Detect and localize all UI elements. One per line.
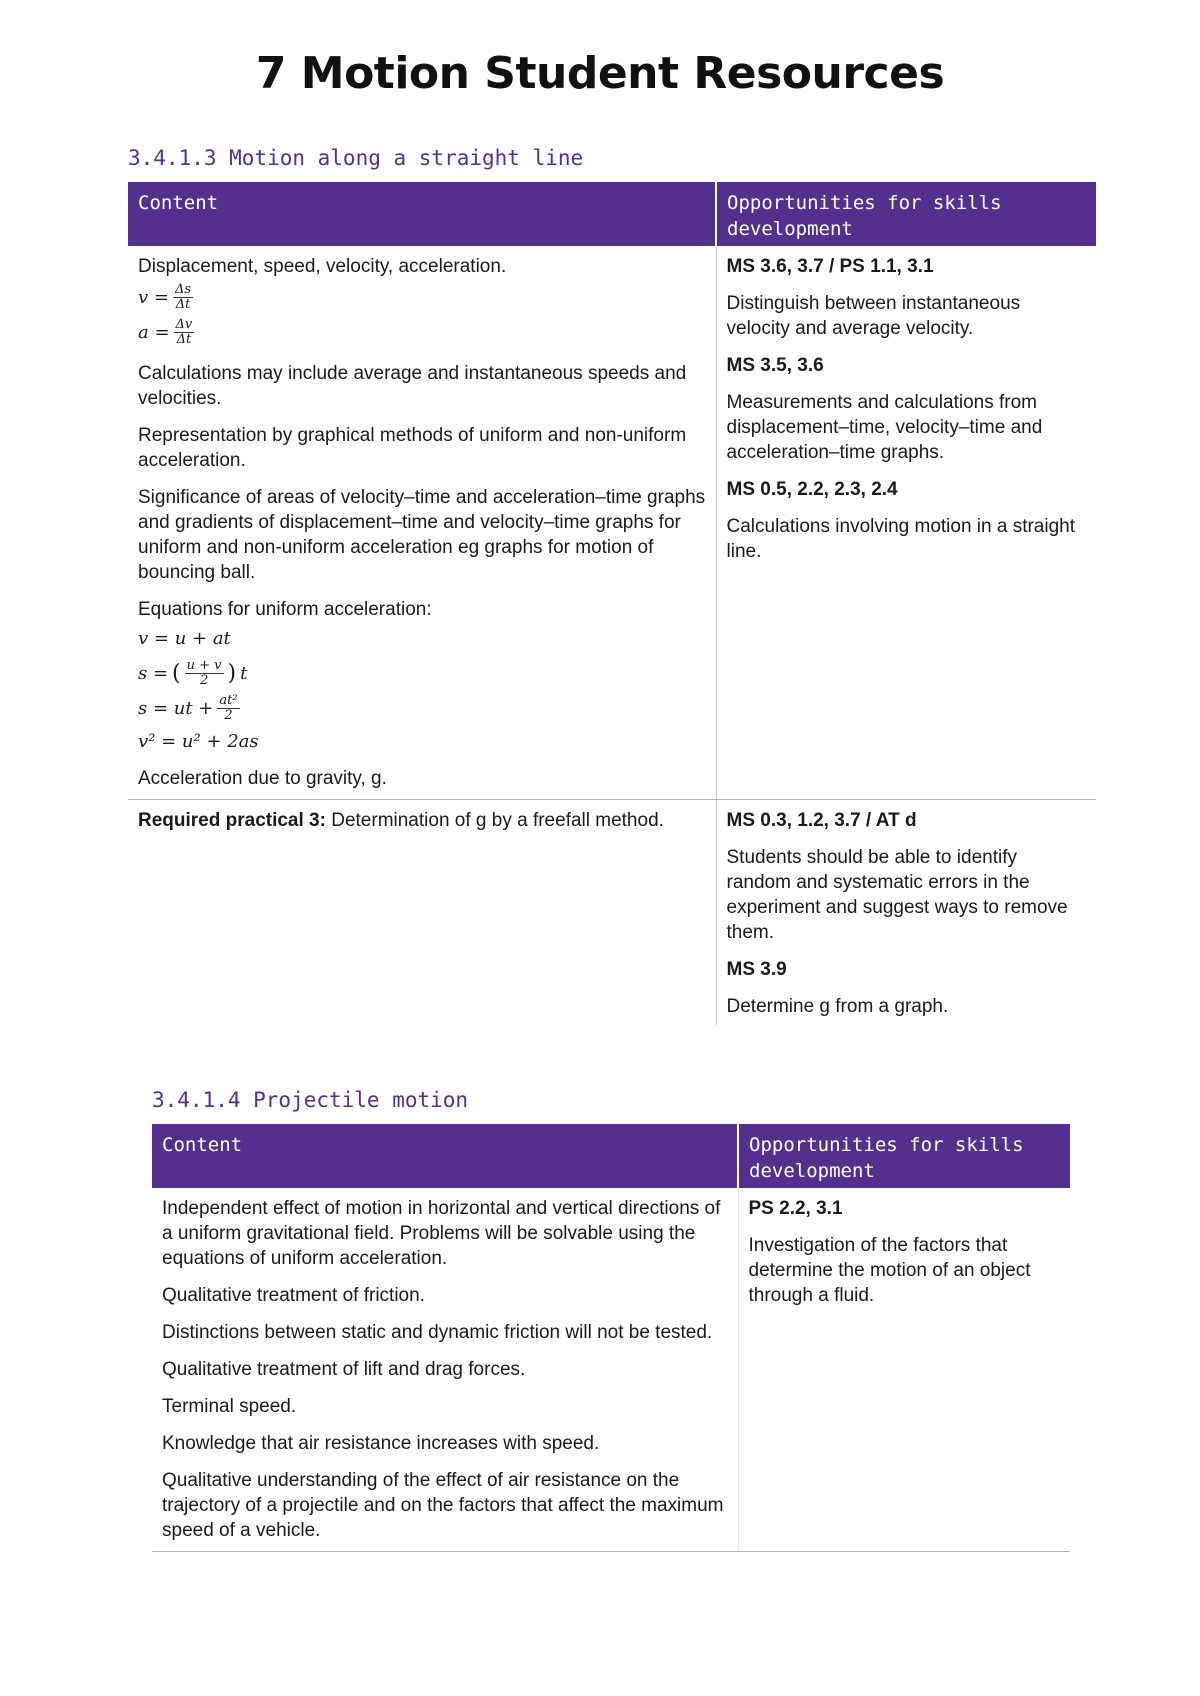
table-row [128,246,1096,800]
fraction-numerator: Δs [174,282,192,297]
col-header-skills: Opportunities for skills development [738,1124,1070,1188]
fraction-denominator: Δt [175,297,191,312]
section-heading-projectile: 3.4.1.4 Projectile motion [152,1088,469,1112]
table-row [152,1188,1070,1552]
fraction-denominator: 2 [199,673,209,688]
projectile-spec-table [152,1124,1070,1552]
skills-text: Investigation of the factors that determine the motion of an object through a fluid. [748,1235,1031,1306]
table-header-row [152,1124,1070,1188]
content-cell [128,246,716,800]
col-header-content: Content [128,182,716,246]
skills-code: MS 0.5, 2.2, 2.3, 2.4 [726,479,898,500]
formula-lhs: s = ut + [138,698,214,719]
content-text: Distinctions between static and dynamic friction will not be tested. [162,1322,713,1343]
bracket-close: ) [227,661,237,686]
motion-spec-table [128,182,1096,1025]
skills-text: Measurements and calculations from displacement–time, velocity–time and acceleration–time graphs. [726,392,1043,463]
content-text: Displacement, speed, velocity, acceleration. [138,256,507,277]
skills-text: Distinguish between instantaneous velocity and average velocity. [726,293,1021,339]
formula-lhs: v = [138,287,169,308]
fraction-denominator: 2 [224,708,233,723]
content-text: Significance of areas of velocity–time and acceleration–time graphs and gradients of displacement–time and velocity–time graphs for uniform and non-uniform acceleration eg graphs for motion of bouncing ball. [138,487,706,583]
skills-code: MS 3.9 [726,959,787,980]
skills-cell [738,1188,1070,1552]
content-text: Qualitative treatment of lift and drag forces. [162,1359,526,1380]
fraction [174,318,195,347]
equation-suvat-1: v = u + at [138,628,231,649]
content-text: Acceleration due to gravity, g. [138,768,387,789]
skills-code: PS 2.2, 3.1 [748,1198,843,1219]
formula-lhs: s = [138,663,169,684]
content-cell [128,800,716,1026]
required-practical-label: Required practical 3: [138,810,326,831]
content-text: Calculations may include average and instantaneous speeds and velocities. [138,363,687,409]
skills-code: MS 3.5, 3.6 [726,355,824,376]
fraction-numerator: at² [219,693,238,708]
bracket-open: ( [172,661,181,686]
required-practical-text: Determination of g by a freefall method. [325,810,664,831]
fraction-numerator: u + v [186,658,222,673]
content-text: Equations for uniform acceleration: [138,599,432,620]
content-text: Terminal speed. [162,1396,297,1417]
fraction [185,659,224,688]
skills-text: Students should be able to identify random and systematic errors in the experiment and suggest ways to remove them. [726,847,1068,943]
content-cell [152,1188,738,1552]
content-text: Qualitative treatment of friction. [162,1285,425,1306]
fraction [173,283,193,312]
content-text: Representation by graphical methods of uniform and non-uniform acceleration. [138,425,687,471]
skills-code: MS 0.3, 1.2, 3.7 / AT d [726,810,917,831]
formula-tail: t [240,663,248,684]
table-row [128,800,1096,1026]
skills-text: Calculations involving motion in a straight line. [726,516,1076,562]
skills-text: Determine g from a graph. [726,996,949,1017]
page-title: 7 Motion Student Resources [255,48,945,99]
content-text: Knowledge that air resistance increases with speed. [162,1433,600,1454]
content-text: Qualitative understanding of the effect of air resistance on the trajectory of a projectile and on the factors that affect the maximum speed of a vehicle. [162,1470,724,1541]
equation-suvat-2 [138,659,706,688]
table-header-row [128,182,1096,246]
fraction-denominator: Δt [176,332,192,347]
fraction [217,694,239,723]
skills-cell [716,246,1096,800]
required-practical [138,808,706,833]
skills-code: MS 3.6, 3.7 / PS 1.1, 3.1 [726,256,934,277]
formula-lhs: a = [138,322,170,343]
fraction-numerator: Δv [175,317,193,332]
section-heading-motion: 3.4.1.3 Motion along a straight line [128,146,584,170]
equation-suvat-3 [138,694,706,723]
formula-acceleration [138,318,706,347]
formula-velocity [138,283,706,312]
content-text: Independent effect of motion in horizontal and vertical directions of a uniform gravitational field. Problems will be solvable using the equations of uniform acceleration. [162,1198,721,1269]
equation-suvat-4: v² = u² + 2as [138,731,259,752]
col-header-skills: Opportunities for skills development [716,182,1096,246]
skills-cell [716,800,1096,1026]
col-header-content: Content [152,1124,738,1188]
